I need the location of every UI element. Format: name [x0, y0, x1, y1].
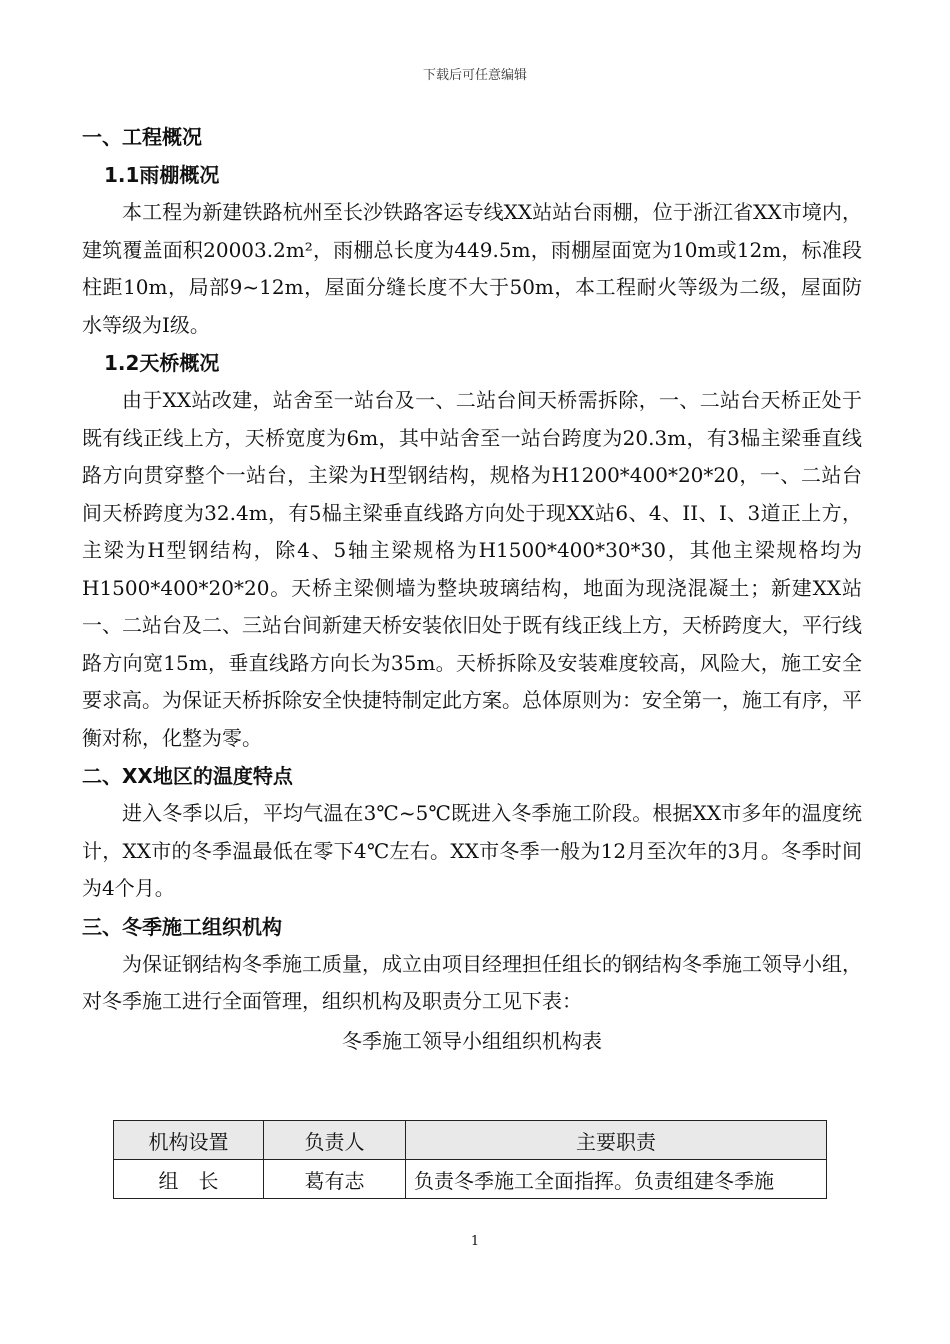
- page-header: 下载后可任意编辑: [422, 68, 527, 83]
- section-3-body: 为保证钢结构冬季施工质量，成立由项目经理担任组长的钢结构冬季施工领导小组，对冬季施工进行全面管理，组织机构及职责分工见下表：: [82, 951, 862, 1013]
- section-1-title: 一、工程概况: [82, 125, 202, 149]
- section-1-2-title: 1.2天桥概况: [104, 351, 220, 375]
- header-main-duties: 主要职责: [406, 1121, 827, 1160]
- section-1-1-body: 本工程为新建铁路杭州至长沙铁路客运专线XX站站台雨棚，位于浙江省XX市境内，建筑覆盖面积20003.2m²，雨棚总长度为449.5m，雨棚屋面宽为10m或12m，标准段柱距10m，局部9~12m，屋面分缝长度不大于50m，本工程耐火等级为二级，屋面防水等级为Ⅰ级。: [82, 200, 862, 337]
- organization-table: [113, 1120, 827, 1199]
- cell-main-duties: 负责冬季施工全面指挥。负责组建冬季施: [406, 1160, 827, 1199]
- table-header-row: [114, 1121, 827, 1160]
- header-department: 机构设置: [114, 1121, 264, 1160]
- section-2-title: 二、XX地区的温度特点: [82, 764, 293, 788]
- cell-department: 组 长: [114, 1160, 264, 1199]
- table-caption: 冬季施工领导小组组织机构表: [342, 1028, 602, 1053]
- cell-person-in-charge: 葛有志: [264, 1160, 406, 1199]
- section-1-2-body: 由于XX站改建，站舍至一站台及一、二站台间天桥需拆除，一、二站台天桥正处于既有线正线上方，天桥宽度为6m，其中站舍至一站台跨度为20.3m，有3榀主梁垂直线路方向贯穿整个一站台，主梁为H型钢结构，规格为H1200*400*20*20，一、二站台间天桥跨度为32.4m，有5榀主梁垂直线路方向处于现XX站6、4、II、I、3道正上方，主梁为H型钢结构，除4、5轴主梁规格为H1500*400*30*30，其他主梁规格均为H1500*400*20*20。天桥主梁侧墙为整块玻璃结构，地面为现浇混凝土；新建XX站一、二站台及二、三站台间新建天桥安装依旧处于既有线正线上方，天桥跨度大，平行线路方向宽15m，垂直线路方向长为35m。天桥拆除及安装难度较高，风险大，施工安全要求高。为保证天桥拆除安全快捷特制定此方案。总体原则为：安全第一，施工有序，平衡对称，化整为零。: [82, 388, 862, 750]
- document-body: [82, 118, 862, 1061]
- header-person-in-charge: 负责人: [264, 1121, 406, 1160]
- section-1-1-title: 1.1雨棚概况: [104, 163, 220, 187]
- section-2-body: 进入冬季以后，平均气温在3℃~5℃既进入冬季施工阶段。根据XX市多年的温度统计，XX市的冬季温最低在零下4℃左右。XX市冬季一般为12月至次年的3月。冬季时间为4个月。: [82, 801, 862, 900]
- page-number: 1: [470, 1234, 480, 1249]
- table-row: [114, 1160, 827, 1199]
- section-3-title: 三、冬季施工组织机构: [82, 914, 282, 939]
